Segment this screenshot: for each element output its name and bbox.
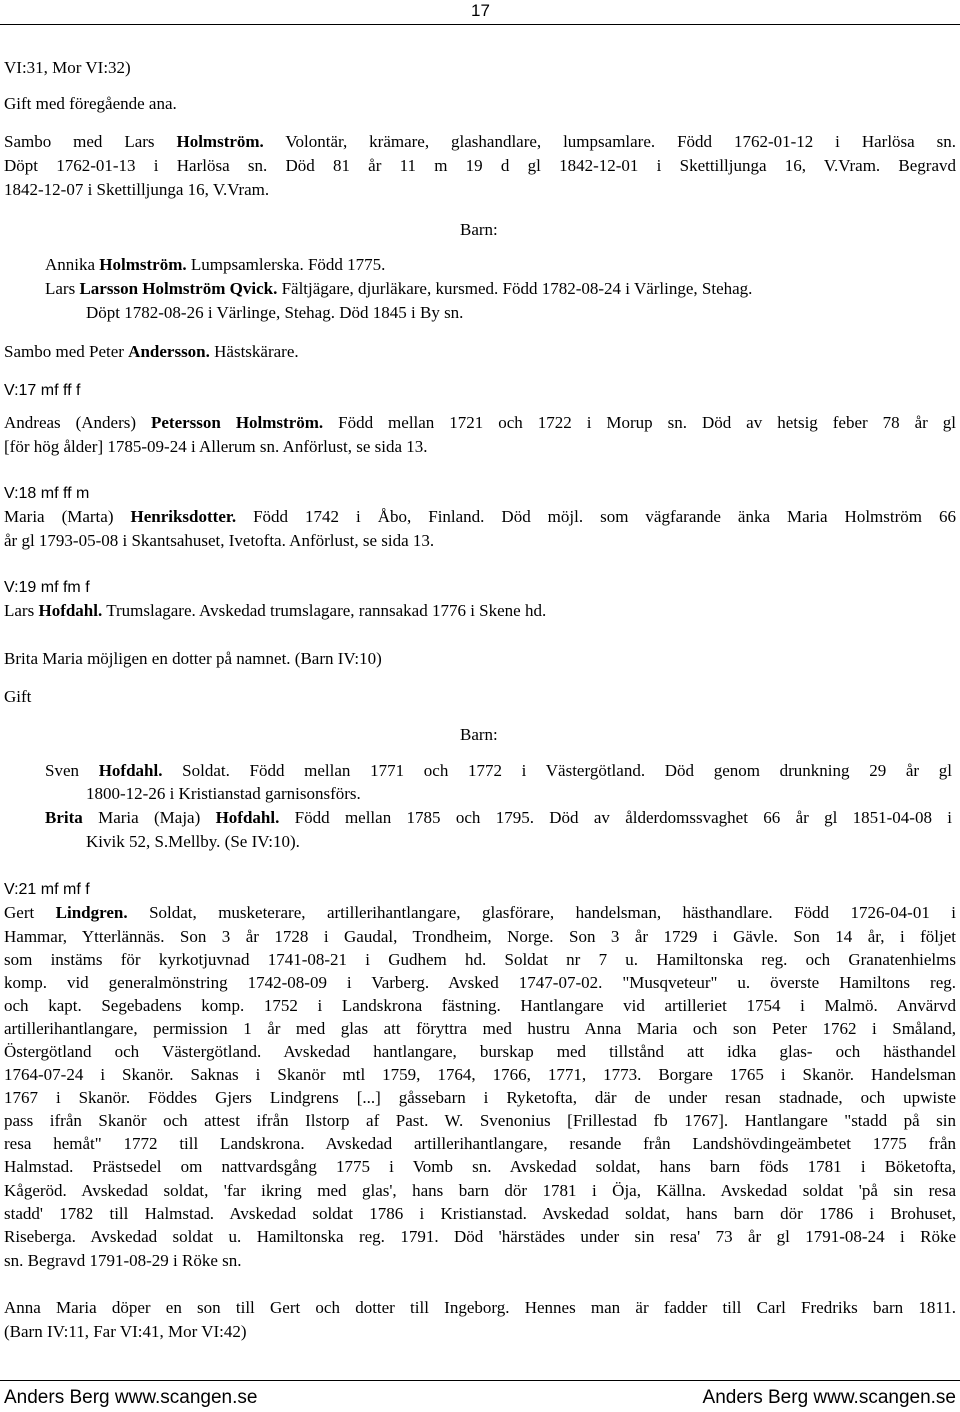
generation-code bbox=[4, 482, 89, 506]
line-text: Anna Maria döper en son till Gert och dotter till Ingeborg. Hennes man är fadder till Carl Fredriks barn 1811. bbox=[4, 1298, 956, 1317]
text-line bbox=[4, 411, 956, 435]
line-text: Gert bbox=[4, 903, 56, 922]
line-text: Hästskärare. bbox=[209, 342, 299, 361]
text-line bbox=[4, 1296, 956, 1320]
bold-name-text: Larsson Holmström Qvick. bbox=[79, 279, 278, 298]
page-number: 17 bbox=[471, 1, 490, 20]
text-line bbox=[4, 901, 956, 925]
line-text: Soldat, musketerare, artillerihantlangare, glasförare, handelsman, hästhandlare. Född 1726-04-01 i bbox=[127, 903, 956, 922]
line-text: resa hemåt" 1772 till Landskrona. Avskedad artillerihantlangare, resande från Landshövdingeämbetet 1775 från bbox=[4, 1134, 956, 1153]
line-text: Sambo med Lars bbox=[4, 132, 177, 151]
line-text: Maria (Maja) bbox=[82, 808, 216, 827]
bold-name-text: Hofdahl. bbox=[98, 761, 163, 780]
line-text: Gift med föregående ana. bbox=[4, 94, 177, 113]
line-text: [för hög ålder] 1785-09-24 i Allerum sn. Anförlust, se sida 13. bbox=[4, 437, 428, 456]
line-text: Döpt 1762-01-13 i Harlösa sn. Död 81 år 11 m 19 d gl 1842-12-01 i Skettilljunga 16, V.Vram. Begravd bbox=[4, 156, 956, 175]
line-text: sn. Begravd 1791-08-29 i Röke sn. bbox=[4, 1251, 242, 1270]
line-text: Barn: bbox=[460, 725, 498, 744]
line-text: 1842-12-07 i Skettilljunga 16, V.Vram. bbox=[4, 180, 270, 199]
generation-code bbox=[4, 576, 90, 600]
line-text: 1800-12-26 i Kristianstad garnisonsförs. bbox=[86, 784, 361, 803]
text-line bbox=[4, 647, 382, 671]
line-text: Sven bbox=[45, 761, 99, 780]
text-line bbox=[86, 301, 463, 325]
line-text: V:18 mf ff m bbox=[4, 485, 90, 502]
text-line bbox=[4, 178, 269, 202]
generation-code bbox=[4, 878, 90, 902]
line-text: 1764-07-24 i Skanör. Saknas i Skanör mtl 1759, 1764, 1766, 1771, 1773. Borgare 1765 i Skanör. Handelsman bbox=[4, 1065, 956, 1084]
line-text: Född 1742 i Åbo, Finland. Död möjl. som vägfarande änka Maria Holmström 66 bbox=[236, 507, 956, 526]
bold-name-text: Henriksdotter. bbox=[130, 507, 237, 526]
footer-left-text: Anders Berg www.scangen.se bbox=[4, 1387, 258, 1408]
line-text: VI:31, Mor VI:32) bbox=[4, 58, 131, 77]
text-line bbox=[4, 435, 428, 459]
text-line bbox=[4, 1132, 956, 1156]
text-line bbox=[4, 1202, 956, 1226]
line-text: komp. vid generalmönstring 1742-08-09 i Varberg. Avsked 1747-07-02. "Musqveteur" u. överste Hamiltons reg. bbox=[4, 973, 956, 992]
text-line bbox=[4, 599, 546, 623]
line-text: Brita Maria möjligen en dotter på namnet. (Barn IV:10) bbox=[4, 649, 382, 668]
text-line bbox=[4, 925, 956, 949]
header-rule bbox=[0, 24, 960, 25]
text-line bbox=[86, 830, 300, 854]
bold-name-text: Holmström. bbox=[176, 132, 264, 151]
line-text: stadd' 1782 till Halmstad. Avskedad soldat 1786 i Kristianstad. Avskedad soldat, hans barn dör 1786 i Brohuset, bbox=[4, 1204, 956, 1223]
bold-name-text: Andersson. bbox=[128, 342, 210, 361]
text-line bbox=[4, 1109, 956, 1133]
text-line bbox=[45, 759, 952, 783]
line-text: pass ifrån Skanör och attest ifrån Ilstorp af Past. W. Svenonius [Frillestad fb 1767]. Hantlangare "stadd på sin bbox=[4, 1111, 956, 1130]
line-text: Andreas (Anders) bbox=[4, 413, 151, 432]
line-text: (Barn IV:11, Far VI:41, Mor VI:42) bbox=[4, 1322, 247, 1341]
bold-name-text: Holmström. bbox=[99, 255, 187, 274]
text-line bbox=[4, 1017, 956, 1041]
line-text: Hammar, Ytterlännäs. Son 3 år 1728 i Gaudal, Trondheim, Norge. Son 3 år 1729 i Gävle. Son 14 år, i följet bbox=[4, 927, 956, 946]
text-line bbox=[4, 154, 956, 178]
text-line bbox=[4, 505, 956, 529]
text-line bbox=[4, 685, 31, 709]
bold-name-text: Lindgren. bbox=[55, 903, 128, 922]
line-text: Riseberga. Avskedad soldat u. Hamiltonska reg. 1791. Död 'härstädes under sin resa' 73 år gl 1791-08-24 i Röke bbox=[4, 1227, 956, 1246]
text-line bbox=[4, 1040, 956, 1064]
text-line bbox=[45, 253, 385, 277]
text-line bbox=[4, 130, 956, 154]
text-line bbox=[4, 1249, 242, 1273]
text-line bbox=[4, 92, 177, 116]
line-text: Sambo med Peter bbox=[4, 342, 129, 361]
footer-right-text: Anders Berg www.scangen.se bbox=[702, 1387, 956, 1408]
footer-rule bbox=[0, 1380, 960, 1381]
line-text: Kågeröd. Avskedad soldat, 'far ikring med glas', hans barn dör 1781 i Öja, Källna. Avskedad soldat 'på sin resa bbox=[4, 1181, 956, 1200]
text-line bbox=[45, 277, 752, 301]
line-text: Lumpsamlerska. Född 1775. bbox=[186, 255, 386, 274]
line-text: Född mellan 1721 och 1722 i Morup sn. Död av hetsig feber 78 år gl bbox=[323, 413, 956, 432]
text-line bbox=[4, 1179, 956, 1203]
text-line bbox=[45, 806, 952, 830]
line-text: och kapt. Segebadens komp. 1752 i Landskrona fästning. Hantlangare vid artilleriet 1754 i Malmö. Anvärvd bbox=[4, 996, 956, 1015]
line-text: V:19 mf fm f bbox=[4, 579, 90, 596]
line-text: Gift bbox=[4, 687, 32, 706]
text-line bbox=[4, 948, 956, 972]
line-text: Annika bbox=[45, 255, 100, 274]
line-text: V:21 mf mf f bbox=[4, 881, 90, 898]
line-text: Lars bbox=[45, 279, 80, 298]
section-heading-barn bbox=[460, 218, 498, 242]
bold-name-text: Hofdahl. bbox=[215, 808, 280, 827]
line-text: Fältjägare, djurläkare, kursmed. Född 1782-08-24 i Värlinge, Stehag. bbox=[277, 279, 753, 298]
line-text: som instäms för kyrkotjuvnad 1741-08-21 i Gudhem hd. Soldat nr 7 u. Hamiltonska reg. och Granatenhielms bbox=[4, 950, 956, 969]
line-text: Döpt 1782-08-26 i Värlinge, Stehag. Död 1845 i By sn. bbox=[86, 303, 464, 322]
text-line bbox=[4, 1320, 247, 1344]
line-text: Soldat. Född mellan 1771 och 1772 i Västergötland. Död genom drunkning 29 år gl bbox=[162, 761, 952, 780]
text-line bbox=[4, 1086, 956, 1110]
line-text: 1767 i Skanör. Föddes Gjers Lindgrens [...] gåssebarn i Ryketofta, där de under resan stadnade, och upwiste bbox=[4, 1088, 956, 1107]
line-text: Halmstad. Prästsedel om nattvardsgång 1775 i Vomb sn. Avskedad soldat, hans barn föds 1781 i Böketofta, bbox=[4, 1157, 956, 1176]
line-text: Trumslagare. Avskedad trumslagare, rannsakad 1776 i Skene hd. bbox=[102, 601, 547, 620]
line-text: Volontär, krämare, glashandlare, lumpsamlare. Född 1762-01-12 i Harlösa sn. bbox=[263, 132, 956, 151]
text-line bbox=[4, 994, 956, 1018]
text-line bbox=[4, 56, 131, 80]
generation-code bbox=[4, 379, 80, 403]
line-text: Östergötland och Västergötland. Avskedad hantlangare, burskap med tillstånd att idka glas- och hästhandel bbox=[4, 1042, 956, 1061]
line-text: artillerihantlangare, permission 1 år med glas att föryttra med hustru Anna Maria och son Peter 1762 i Småland, bbox=[4, 1019, 956, 1038]
text-line bbox=[4, 971, 956, 995]
line-text: år gl 1793-05-08 i Skantsahuset, Ivetofta. Anförlust, se sida 13. bbox=[4, 531, 435, 550]
line-text: V:17 mf ff f bbox=[4, 382, 81, 399]
line-text: Maria (Marta) bbox=[4, 507, 131, 526]
text-line bbox=[4, 340, 299, 364]
text-line bbox=[4, 1063, 956, 1087]
text-line bbox=[4, 1155, 956, 1179]
line-text: Född mellan 1785 och 1795. Död av ålderdomssvaghet 66 år gl 1851-04-08 i bbox=[279, 808, 952, 827]
text-line bbox=[4, 529, 434, 553]
line-text: Lars bbox=[4, 601, 39, 620]
section-heading-barn bbox=[460, 723, 498, 747]
bold-name-text: Brita bbox=[45, 808, 83, 827]
line-text: Kivik 52, S.Mellby. (Se IV:10). bbox=[86, 832, 300, 851]
line-text: Barn: bbox=[460, 220, 498, 239]
text-line bbox=[4, 1225, 956, 1249]
bold-name-text: Petersson Holmström. bbox=[151, 413, 324, 432]
bold-name-text: Hofdahl. bbox=[38, 601, 103, 620]
text-line bbox=[86, 782, 361, 806]
